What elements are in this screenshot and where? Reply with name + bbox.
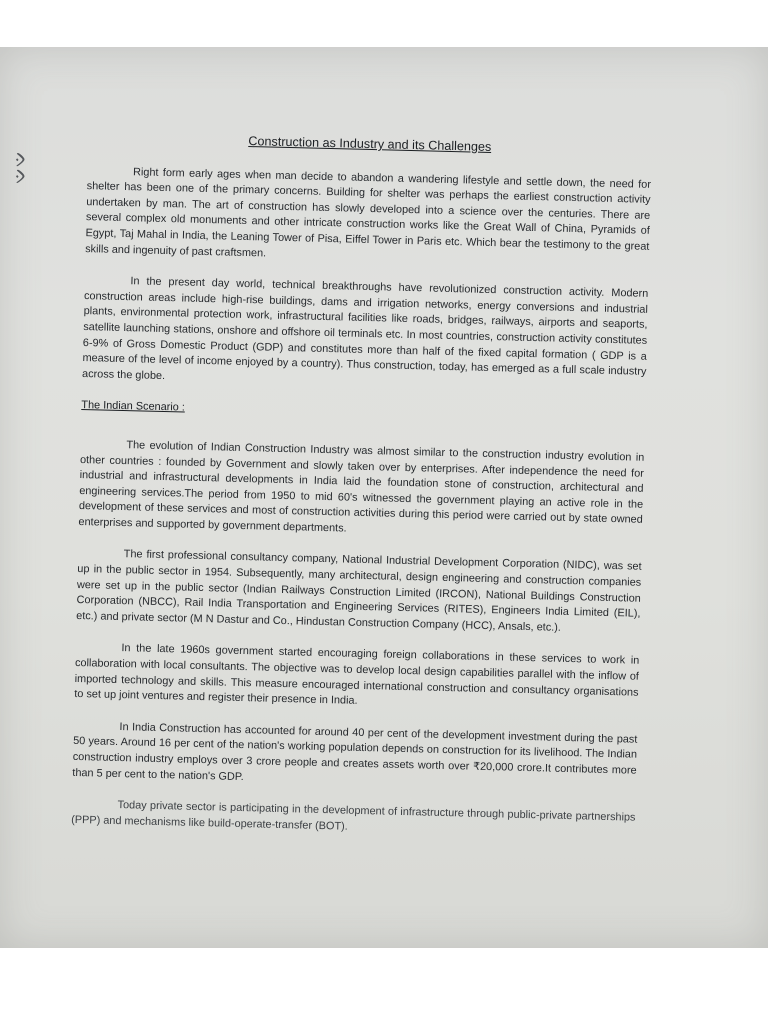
section-heading-indian-scenario: The Indian Scenario : (81, 399, 186, 414)
paragraph-private-sector: Today private sector is participating in the development of infrastructure through public-private partnerships (PPP) and mechanisms like build-operate-transfer (BOT). (71, 799, 636, 833)
paragraph-evolution: The evolution of Indian Construction Industry was almost similar to the construction industry evolution in other countries : founded by Government and slowly taken over by enterprises. After independence the need for industrial and infrastructural developments in India laid the foundation stone of construction, architectural and engineering services.The period from 1950 to mid 60's witnessed the government playing an active role in the development of these services and most of construction activities during this period were carried out by state owned enterprises and supported by government departments. (78, 439, 645, 535)
document-title: Construction as Industry and its Challenges (248, 134, 492, 154)
paragraph-foreign-collaborations: In the late 1960s government started encouraging foreign collaborations in these services to work in collaboration with local consultants. The objective was to develop local design capabilities parallel with the inflow of imported technology and skills. This measure encouraged international construction and consultancy organisations to set up joint ventures and register their presence in India. (74, 642, 640, 708)
paragraph-origins: Right form early ages when man decide to abandon a wandering lifestyle and settle down, the need for shelter has been one of the primary concerns. Building for shelter was perhaps the earliest construction activity undertaken by man. The art of construction has slowly developed into a science over the centuries. There are several complex old monuments and other intricate construction works like the Great Wall of China, Pyramids of Egypt, Taj Mahal in India, the Leaning Tower of Pisa, Eiffel Tower in Paris etc. Which bear the testimony to the great skills and ingenuity of past craftsmen. (85, 165, 652, 260)
bottom-margin (0, 948, 768, 1024)
paragraph-first-consultancy: The first professional consultancy company, National Industrial Development Corporation (NIDC), was set up in the public sector in 1954. Subsequently, many architectural, design engineering and construction companies were set up in the public sector (Indian Railways Construction Limited (IRCON), National Buildings Construction Corporation (NBCC), Rail India Transportation and Engineering Services (RITES), Engineers India Limited (EIL), etc.) and private sector (M N Dastur and Co., Hindustan Construction Company (HCC), Ansals, etc.). (76, 548, 642, 634)
paper-sheet (0, 47, 768, 948)
paragraph-modern-construction: In the present day world, technical breakthroughs have revolutionized construction activity. Modern construction areas include high-rise buildings, dams and irrigation networks, energy conversions and industrial plants, environmental protection work, infrastructural facilities like roads, bridges, railways, airports and seaports, satellite launching stations, onshore and offshore oil terminals etc. In most countries, construction activity constitutes 6-9% of Gross Domestic Product (GDP) and constitutes more than half of the fixed capital formation ( GDP is a measure of the level of income enjoyed by a country). Thus construction, today, has emerged as a full scale industry across the globe. (81, 275, 649, 382)
paragraph-investment: In India Construction has accounted for around 40 per cent of the development investment during the past 50 years. Around 16 per cent of the nation's working population depends on construction for its livelihood. The Indian construction industry employs over 3 crore people and creates assets worth over ₹20,000 crore.It contributes more than 5 per cent to the nation's GDP. (72, 720, 638, 783)
margin-annotation: ᨊᨊ (10, 152, 35, 186)
document-body (71, 130, 652, 858)
